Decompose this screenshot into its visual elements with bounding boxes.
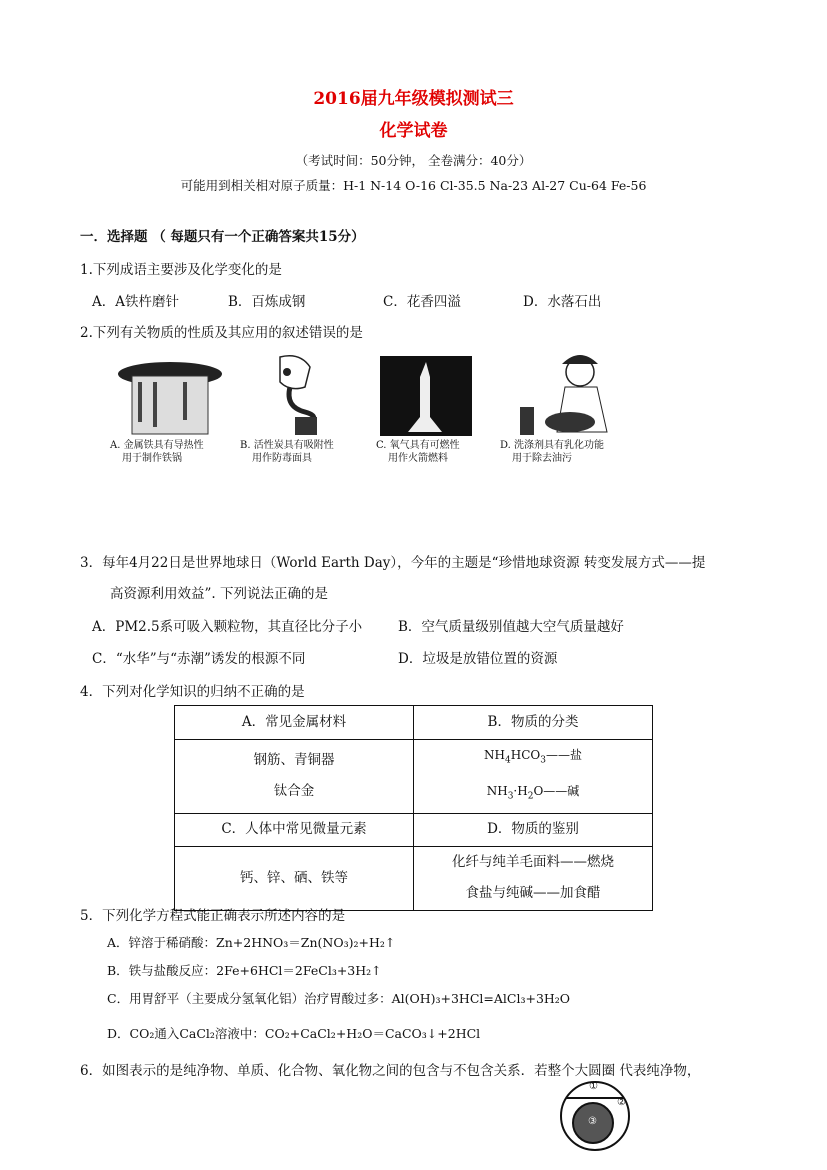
caption-a-line1: A. 金属铁具有导热性 xyxy=(110,440,204,451)
q2-stem: 2.下列有关物质的性质及其应用的叙述错误的是 xyxy=(80,325,363,341)
cell-a-line2: 钛合金 xyxy=(273,783,315,800)
q5-option-c: C．用胃舒平（主要成分氢氧化铝）治疗胃酸过多：Al(OH)₃+3HCl=AlCl₃+3H₂O xyxy=(107,991,571,1006)
q3-stem-cont: 高资源利用效益”. 下列说法正确的是 xyxy=(110,586,328,602)
q6-stem: 6．如图表示的是纯净物、单质、化合物、氧化物之间的包含与不包含关系．若整个大圆圈 代表纯净物， xyxy=(80,1063,701,1079)
caption-a-line2: 用于制作铁锅 xyxy=(122,453,182,464)
section-heading: 一．选择题 （ 每题只有一个正确答案共15分） xyxy=(80,229,365,245)
q5-option-a: A．锌溶于稀硝酸：Zn+2HNO₃＝Zn(NO₃)₂+H₂↑ xyxy=(107,935,396,950)
atomic-masses: 可能用到相关相对原子质量：H-1 N-14 O-16 Cl-35.5 Na-23 Al-27 Cu-64 Fe-56 xyxy=(180,178,647,193)
cell-a-line1: 钢筋、青铜器 xyxy=(253,752,335,769)
q1-option-d: D．水落石出 xyxy=(523,294,602,310)
caption-c-line2: 用作火箭燃料 xyxy=(388,453,448,464)
cell-b-line2: $NH_3\cdot H_2O——$碱 xyxy=(486,784,580,802)
caption-d-line2: 用于除去油污 xyxy=(512,453,572,464)
q1-option-b: B．百炼成钢 xyxy=(228,294,306,310)
q1-option-a: A．A铁杵磨针 xyxy=(92,294,179,310)
q1-option-c: C．花香四溢 xyxy=(383,294,461,310)
q3-option-b: B．空气质量级别值越大空气质量越好 xyxy=(398,619,624,635)
figure-iron-pot xyxy=(110,352,240,472)
cell-d-body xyxy=(414,846,653,910)
figure-washing-dishes xyxy=(500,352,630,472)
exam-subtitle: 化学试卷 xyxy=(379,121,448,141)
cell-b-line1: $NH_4HCO_3——$盐 xyxy=(484,748,582,766)
cell-a-head: A．常见金属材料 xyxy=(175,706,414,740)
cell-c-head: C．人体中常见微量元素 xyxy=(175,813,414,846)
cell-d-line2: 食盐与纯碱——加食醋 xyxy=(465,885,601,902)
cell-b-body xyxy=(414,740,653,814)
q4-stem: 4．下列对化学知识的归纳不正确的是 xyxy=(80,684,305,700)
cell-c-body: 钙、锌、硒、铁等 xyxy=(175,846,414,910)
cell-d-head: D．物质的鉴别 xyxy=(414,813,653,846)
caption-c-line1: C. 氧气具有可燃性 xyxy=(376,440,460,451)
caption-b-line1: B. 活性炭具有吸附性 xyxy=(240,440,334,451)
exam-info: （考试时间：50分钟， 全卷满分：40分） xyxy=(295,153,532,168)
q3-option-c: C．“水华”与“赤潮”诱发的根源不同 xyxy=(92,651,306,667)
label-2: ② xyxy=(617,1097,626,1108)
figure-rocket xyxy=(376,352,506,472)
q3-option-d: D．垃圾是放错位置的资源 xyxy=(398,651,558,667)
q4-table xyxy=(174,705,653,911)
exam-title: 2016届九年级模拟测试三 xyxy=(313,89,514,109)
cell-a-body xyxy=(175,740,414,814)
label-1: ① xyxy=(589,1081,598,1092)
figure-gas-mask xyxy=(240,352,370,472)
q3-option-a: A．PM2.5系可吸入颗粒物，其直径比分子小 xyxy=(92,619,363,635)
q3-stem: 3．每年4月22日是世界地球日（World Earth Day），今年的主题是“珍惜地球资源 转变发展方式——提 xyxy=(80,555,706,571)
q6-circle-diagram xyxy=(557,1081,637,1153)
caption-d-line1: D. 洗涤剂具有乳化功能 xyxy=(500,440,605,451)
q5-option-d: D．CO₂通入CaCl₂溶液中：CO₂+CaCl₂+H₂O＝CaCO₃↓+2HCl xyxy=(107,1026,481,1041)
label-3: ③ xyxy=(588,1116,597,1127)
q5-option-b: B．铁与盐酸反应：2Fe+6HCl＝2FeCl₃+3H₂↑ xyxy=(107,963,382,978)
q5-stem: 5．下列化学方程式能正确表示所述内容的是 xyxy=(80,908,346,924)
caption-b-line2: 用作防毒面具 xyxy=(252,453,312,464)
cell-d-line1: 化纤与纯羊毛面料——燃烧 xyxy=(452,854,614,871)
cell-b-head: B．物质的分类 xyxy=(414,706,653,740)
q1-stem: 1.下列成语主要涉及化学变化的是 xyxy=(80,262,282,278)
